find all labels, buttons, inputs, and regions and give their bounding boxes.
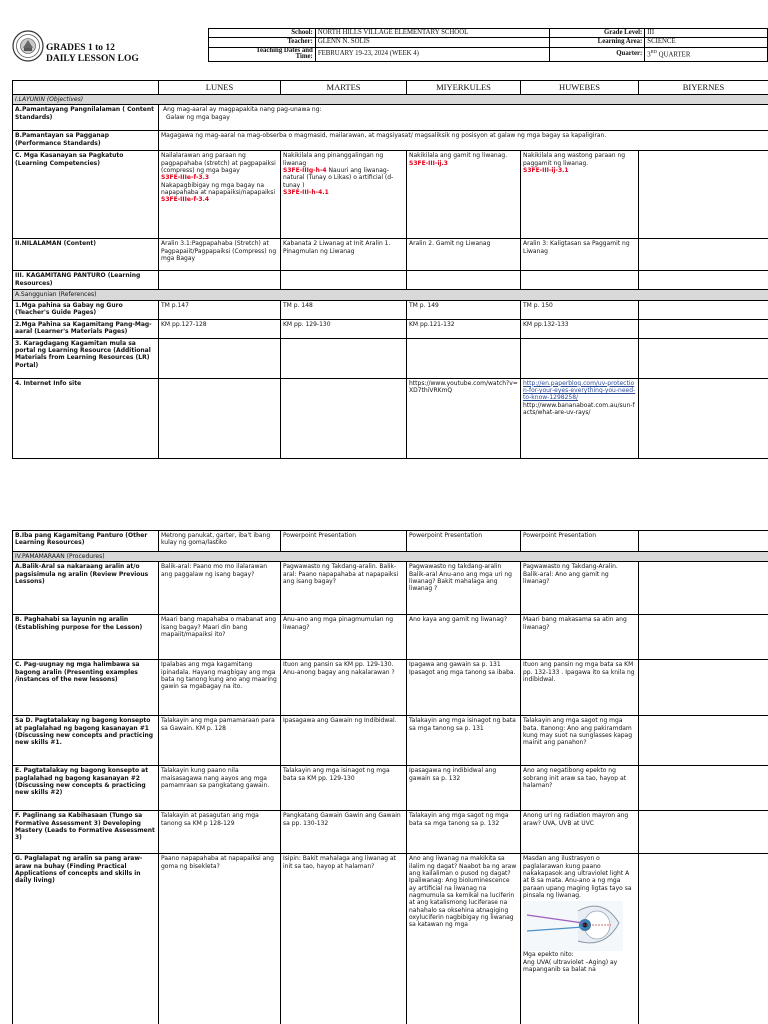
empty-cell bbox=[521, 338, 639, 378]
tg-friday bbox=[639, 300, 768, 319]
discussion2-monday: Talakayin kung paano nila maisasagawa nang aayos ang mga pamamraan sa pangkatang gawain. bbox=[159, 766, 281, 811]
tg-wednesday: TM p. 149 bbox=[407, 300, 521, 319]
empty-cell bbox=[639, 378, 768, 458]
competency-code: S3FE-IIIg-h-4 bbox=[283, 166, 327, 174]
paperblog-link[interactable]: http://en.paperblog.com/uv-protection-for-your-eyes-everything-you-need-to-know-1298258/ bbox=[523, 379, 636, 402]
other-monday: Metrong panukat, garter, iba't ibang kulay ng goma/lastiko bbox=[159, 531, 281, 552]
school-info-table bbox=[208, 28, 768, 62]
discussion2-tuesday: Talakayin ang mga isinagot ng mga bata sa KM pp. 129-130 bbox=[281, 766, 407, 811]
lesson-table-part2 bbox=[12, 530, 768, 1024]
dates-label bbox=[209, 47, 316, 62]
empty-cell bbox=[159, 338, 281, 378]
info-row bbox=[209, 38, 768, 47]
internet-row bbox=[13, 378, 768, 458]
title-line-2: DAILY LESSON LOG bbox=[46, 53, 139, 64]
row-label-review: A.Balik-Aral sa nakaraang aralin at/o pagsisimula ng aralin (Review Previous Lessons) bbox=[13, 562, 159, 615]
empty-cell bbox=[639, 271, 768, 290]
content-row bbox=[13, 239, 768, 271]
section-sanggunian bbox=[13, 290, 768, 300]
application-text: Mga epekto nito: bbox=[523, 951, 574, 959]
lm-thursday: KM pp.132-133 bbox=[521, 319, 639, 338]
competency-code: S3FE-IIIe-f-3.4 bbox=[161, 196, 210, 204]
row-label-mastery: F. Paglinang sa Kabihasaan (Tungo sa Formative Assessment 3) Developing Mastery (Leads to Formative Assessment 3) bbox=[13, 811, 159, 854]
row-label-purpose: B. Paghahabi sa layunin ng aralin (Establishing purpose for the Lesson) bbox=[13, 615, 159, 660]
row-label-discussion1: Sa D. Pagtatalakay ng bagong konsepto at paglalahad ng bagong kasanayan #1 (Discussing new concepts and practicing new skills #1. bbox=[13, 716, 159, 766]
examples-row bbox=[13, 660, 768, 716]
internet-links-thursday bbox=[521, 378, 639, 458]
mastery-monday: Talakayin at pasagutan ang mga tanong sa KM p 128-129 bbox=[159, 811, 281, 854]
tg-thursday: TM p. 150 bbox=[521, 300, 639, 319]
lesson-table-part1 bbox=[12, 80, 768, 459]
quarter-value bbox=[645, 47, 768, 62]
competency-text: Nakikilala ang gamit ng liwanag. bbox=[409, 152, 508, 160]
empty-cell bbox=[281, 271, 407, 290]
mastery-friday bbox=[639, 811, 768, 854]
empty-cell bbox=[407, 338, 521, 378]
quarter-label: Quarter: bbox=[550, 47, 645, 62]
empty-cell bbox=[521, 271, 639, 290]
discussion1-wednesday: Talakayin ang mga isinagot ng bata sa mga tanong sa p. 131 bbox=[407, 716, 521, 766]
discussion1-tuesday: Ipasagawa ang Gawain ng Indibidwal. bbox=[281, 716, 407, 766]
examples-wednesday: Ipagawa ang gawain sa p. 131 Ipasagot ang mga tanong sa ibaba. bbox=[407, 660, 521, 716]
dates-value: FEBRUARY 19-23, 2024 (WEEK 4) bbox=[315, 47, 550, 62]
school-value: NORTH HILLS VILLAGE ELEMENTARY SCHOOL bbox=[315, 29, 550, 38]
row-label-teacher-guide: 1.Mga pahina sa Gabay ng Guro (Teacher's Guide Pages) bbox=[13, 300, 159, 319]
days-header-row bbox=[13, 81, 768, 95]
application-thursday bbox=[521, 854, 639, 1024]
lm-monday: KM pp.127-128 bbox=[159, 319, 281, 338]
dates-label-line1: Teaching Dates and bbox=[256, 47, 313, 54]
empty-cell bbox=[159, 378, 281, 458]
day-friday: BIYERNES bbox=[639, 81, 768, 95]
lr-portal-row bbox=[13, 338, 768, 378]
other-wednesday: Powerpoint Presentation bbox=[407, 531, 521, 552]
teacher-guide-row bbox=[13, 300, 768, 319]
competency-text: Nakikilala ang wastong paraan ng paggamit ng liwanag. bbox=[523, 152, 626, 167]
competency-wednesday bbox=[407, 151, 521, 239]
row-label-lr-portal: 3. Karagdagang Kagamitan mula sa portal ng Learning Resource (Additional Materials from Learning Resources (LR) Portal) bbox=[13, 338, 159, 378]
quarter-number: 3 bbox=[647, 51, 651, 59]
section-pamamaraan bbox=[13, 552, 768, 562]
grade-label: Grade Level: bbox=[550, 29, 645, 38]
dates-label-line2: Time: bbox=[295, 53, 313, 61]
examples-tuesday: Ituon ang pansin sa KM pp. 129-130. Anu-anong bagay ang nakalarawan ? bbox=[281, 660, 407, 716]
review-tuesday: Pagwawasto ng Takdang-aralin. Balik-aral: Paano napapahaba at napapaiksi ang isang bagay? bbox=[281, 562, 407, 615]
document-title bbox=[46, 43, 139, 64]
row-label-nilalaman: II.NILALAMAN (Content) bbox=[13, 239, 159, 271]
mastery-wednesday: Talakayin ang mga sagot ng mga bata sa mga tanong sa p. 132 bbox=[407, 811, 521, 854]
section-sanggunian-label: A.Sanggunian (References) bbox=[15, 291, 97, 299]
application-text: Masdan ang ilustrasyon o paglalarawan kung paano nakakapasok ang ultraviolet light A at B sa mata. Anu-ano a ng mga paraan upang maging ligtas tayo sa pinsala ng liwanag. bbox=[523, 855, 632, 899]
internet-link-wednesday[interactable]: https://www.youtube.com/watch?v=XD7thiVRKmQ bbox=[407, 378, 521, 458]
competency-thursday bbox=[521, 151, 639, 239]
application-tuesday: Isipin: Bakit mahalaga ang liwanag at init sa tao, hayop at halaman? bbox=[281, 854, 407, 1024]
empty-cell bbox=[281, 338, 407, 378]
content-tuesday: Kabanata 2 Liwanag at Init Aralin 1. Pinagmulan ng Liwanag bbox=[281, 239, 407, 271]
competency-code: S3FE-III-ij.3 bbox=[409, 159, 448, 167]
competency-code: S3FE-IIIe-f-3.3 bbox=[161, 174, 210, 182]
competency-code: S3FE-III-h-4.1 bbox=[283, 188, 329, 196]
examples-thursday: Ituon ang pansin ng mga bata sa KM pp. 132-133 . Ipagawa ito sa knila ng indibidwal. bbox=[521, 660, 639, 716]
competency-monday bbox=[159, 151, 281, 239]
purpose-thursday: Maari bang makasama sa atin ang liwanag? bbox=[521, 615, 639, 660]
title-line-1: GRADES 1 to 12 bbox=[46, 43, 115, 53]
application-friday bbox=[639, 854, 768, 1024]
discussion2-row bbox=[13, 766, 768, 811]
discussion1-thursday: Talakayin ang mga sagot ng mga bata. Itanong: Ano ang pakiramdam kung may suot na sunglasses kapag mainit ang panahon? bbox=[521, 716, 639, 766]
application-monday: Paano napapahaba at napapaiksi ang goma ng bisekleta? bbox=[159, 854, 281, 1024]
row-label-examples: C. Pag-uugnay ng mga halimbawa sa bagong aralin (Presenting examples /instances of the new lessons) bbox=[13, 660, 159, 716]
teacher-value: GLENN N. SOLIS bbox=[315, 38, 550, 47]
other-friday bbox=[639, 531, 768, 552]
empty-cell bbox=[407, 271, 521, 290]
resources-row bbox=[13, 271, 768, 290]
quarter-suffix: RD bbox=[650, 49, 657, 55]
row-label-kagamitang: III. KAGAMITANG PANTURO (Learning Resources) bbox=[13, 271, 159, 290]
empty-cell bbox=[159, 271, 281, 290]
deped-seal-icon bbox=[12, 30, 44, 62]
competencies-row bbox=[13, 151, 768, 239]
competency-text: Nakikilala ang pinanggalingan ng liwanag bbox=[283, 152, 384, 167]
content-standards-row bbox=[13, 105, 768, 131]
purpose-wednesday: Ano kaya ang gamit ng liwanag? bbox=[407, 615, 521, 660]
review-monday: Balik-aral: Paano mo mo ilalarawan ang paggalaw ng isang bagay? bbox=[159, 562, 281, 615]
day-wednesday: MIYERKULES bbox=[407, 81, 521, 95]
quarter-word: QUARTER bbox=[656, 51, 691, 59]
discussion1-row bbox=[13, 716, 768, 766]
mastery-thursday: Anong uri ng radiation mayron ang araw? UVA, UVB at UVC bbox=[521, 811, 639, 854]
corner-cell bbox=[13, 81, 159, 95]
discussion1-monday: Talakayin ang mga pamamaraan para sa Gawain. KM p. 128 bbox=[159, 716, 281, 766]
purpose-row bbox=[13, 615, 768, 660]
content-standards-line1: Ang mag-aaral ay magpapakita nang pag-unawa ng: bbox=[163, 106, 322, 114]
performance-standards-text: Magagawa ng mag-aaral na mag-obserba o magmasid, mailarawan, at magsiyasat/ magsaliksik ng posisyon at galaw ng mga bagay sa kapaligiran. bbox=[159, 131, 768, 151]
mastery-tuesday: Pangkatang Gawain Gawin ang Gawain sa pp. 130-132 bbox=[281, 811, 407, 854]
procedures-section-row bbox=[13, 552, 768, 562]
review-row bbox=[13, 562, 768, 615]
row-label-internet: 4. Internet Info site bbox=[13, 378, 159, 458]
application-wednesday: Ano ang liwanag na makikita sa ilalim ng dagat? Naabot ba ng araw ang kailaliman o pusod ng dagat? Ipaliwanag: Ang bioluminescence ay artificial na liwanag na nagmumula sa kemikal na luciferin at ang katalismong luciferase na nahahalo sa oksehina atnagiging oxyluciferin nagbibigay ng liwanag sa katawan ng mga bbox=[407, 854, 521, 1024]
examples-friday bbox=[639, 660, 768, 716]
row-label-other-resources: B.Iba pang Kagamitang Panturo (Other Learning Resources) bbox=[13, 531, 159, 552]
area-label: Learning Area: bbox=[550, 38, 645, 47]
content-friday bbox=[639, 239, 768, 271]
competency-code: S3FE-III-ij-3.1 bbox=[523, 166, 569, 174]
tg-monday: TM p.147 bbox=[159, 300, 281, 319]
uv-eye-illustration-icon bbox=[523, 901, 623, 951]
other-tuesday: Powerpoint Presentation bbox=[281, 531, 407, 552]
day-thursday: HUWEBES bbox=[521, 81, 639, 95]
row-label-learner-materials: 2.Mga Pahina sa Kagamitang Pang-Mag-aaral (Learner's Materials Pages) bbox=[13, 319, 159, 338]
mastery-row bbox=[13, 811, 768, 854]
lm-wednesday: KM pp.121-132 bbox=[407, 319, 521, 338]
other-thursday: Powerpoint Presentation bbox=[521, 531, 639, 552]
grade-value: III bbox=[645, 29, 768, 38]
review-thursday: Pagwawasto ng Takdang-Aralin. Balik-aral: Ano ang gamit ng liwanag? bbox=[521, 562, 639, 615]
competency-text: Nauuri ang liwanag- natural (Tunay o Likas) o artificial (d-tunay ) bbox=[283, 166, 394, 189]
empty-cell bbox=[639, 338, 768, 378]
competency-friday bbox=[639, 151, 768, 239]
section-pamamaraan-label: IV.PAMAMARAAN (Procedures) bbox=[15, 553, 105, 560]
section-row bbox=[13, 95, 768, 105]
discussion1-friday bbox=[639, 716, 768, 766]
row-label-performance-standards: B.Pamantayan sa Pagganap (Performance Standards) bbox=[13, 131, 159, 151]
learner-materials-row bbox=[13, 319, 768, 338]
info-row bbox=[209, 47, 768, 62]
purpose-tuesday: Anu-ano ang mga pinagmumulan ng liwanag? bbox=[281, 615, 407, 660]
discussion2-friday bbox=[639, 766, 768, 811]
row-label-application: G. Paglalapat ng aralin sa pang araw-araw na buhay (Finding Practical Applications of concepts and skills in daily living) bbox=[13, 854, 159, 1024]
content-wednesday: Aralin 2. Gamit ng Liwanag bbox=[407, 239, 521, 271]
content-standards-text bbox=[159, 105, 768, 131]
day-monday: LUNES bbox=[159, 81, 281, 95]
other-resources-row bbox=[13, 531, 768, 552]
school-label: School: bbox=[209, 29, 316, 38]
review-wednesday: Pagwawasto ng takdang-aralin Balik-aral Anu-ano ang mga uri ng liwanag? Bakit mahalaga ang liwanag ? bbox=[407, 562, 521, 615]
row-label-discussion2: E. Pagtatalakay ng bagong konsepto at paglalahad ng bagong kasanayan #2 (Discussing new concepts & practicing new skills #2) bbox=[13, 766, 159, 811]
teacher-label: Teacher: bbox=[209, 38, 316, 47]
discussion2-thursday: Ano ang negatibong epekto ng sobrang init araw sa tao, hayop at halaman? bbox=[521, 766, 639, 811]
content-thursday: Aralin 3: Kaligtasan sa Paggamit ng Liwanag bbox=[521, 239, 639, 271]
content-monday: Aralin 3.1:Pagpapahaba (Stretch) at Pagpapaiit/Pagpapaiksi (Compress) ng mga Bagay bbox=[159, 239, 281, 271]
empty-cell bbox=[281, 378, 407, 458]
section-layunin: I.LAYUNIN (Objectives) bbox=[13, 95, 768, 105]
row-label-content-standards: A.Pamantayang Pangnilalaman ( Content Standards) bbox=[13, 105, 159, 131]
application-text: Ang UVA( ultraviolet –Aging) ay mapanganib sa balat na bbox=[523, 958, 618, 973]
application-row bbox=[13, 854, 768, 1024]
examples-monday: Ipalabas ang mga kagamitang ipinadala. Hayang magbigay ang mga bata ng tanong kung ano ang maaring gawin sa mgabagay na ito. bbox=[159, 660, 281, 716]
info-row bbox=[209, 29, 768, 38]
purpose-monday: Maari bang mapahaba o mabanat ang isang bagay? Maari din bang mapaiit/mapaiksi ito? bbox=[159, 615, 281, 660]
row-label-competencies: C. Mga Kasanayan sa Pagkatuto (Learning Competencies) bbox=[13, 151, 159, 239]
bananaboat-link[interactable]: http://www.bananaboat.com.au/sun-facts/what-are-uv-rays/ bbox=[523, 401, 635, 416]
review-friday bbox=[639, 562, 768, 615]
competency-text: Nakapagbibigay ng mga bagay na napapahaba at napapaiksi/napapaiksi bbox=[161, 181, 276, 196]
competency-tuesday bbox=[281, 151, 407, 239]
lm-friday bbox=[639, 319, 768, 338]
day-tuesday: MARTES bbox=[281, 81, 407, 95]
performance-standards-row bbox=[13, 131, 768, 151]
references-row bbox=[13, 290, 768, 300]
area-value: SCIENCE bbox=[645, 38, 768, 47]
purpose-friday bbox=[639, 615, 768, 660]
tg-tuesday: TM p. 148 bbox=[281, 300, 407, 319]
lm-tuesday: KM pp. 129-130 bbox=[281, 319, 407, 338]
discussion2-wednesday: Ipasagawa ng indibidwal ang gawain sa p. 132 bbox=[407, 766, 521, 811]
competency-text: Nailalarawan ang paraan ng pagpapahaba (stretch) at pagpapaiksi (compress) ng mga bagay bbox=[161, 152, 276, 174]
content-standards-line2: Galaw ng mga bagay bbox=[166, 113, 230, 121]
